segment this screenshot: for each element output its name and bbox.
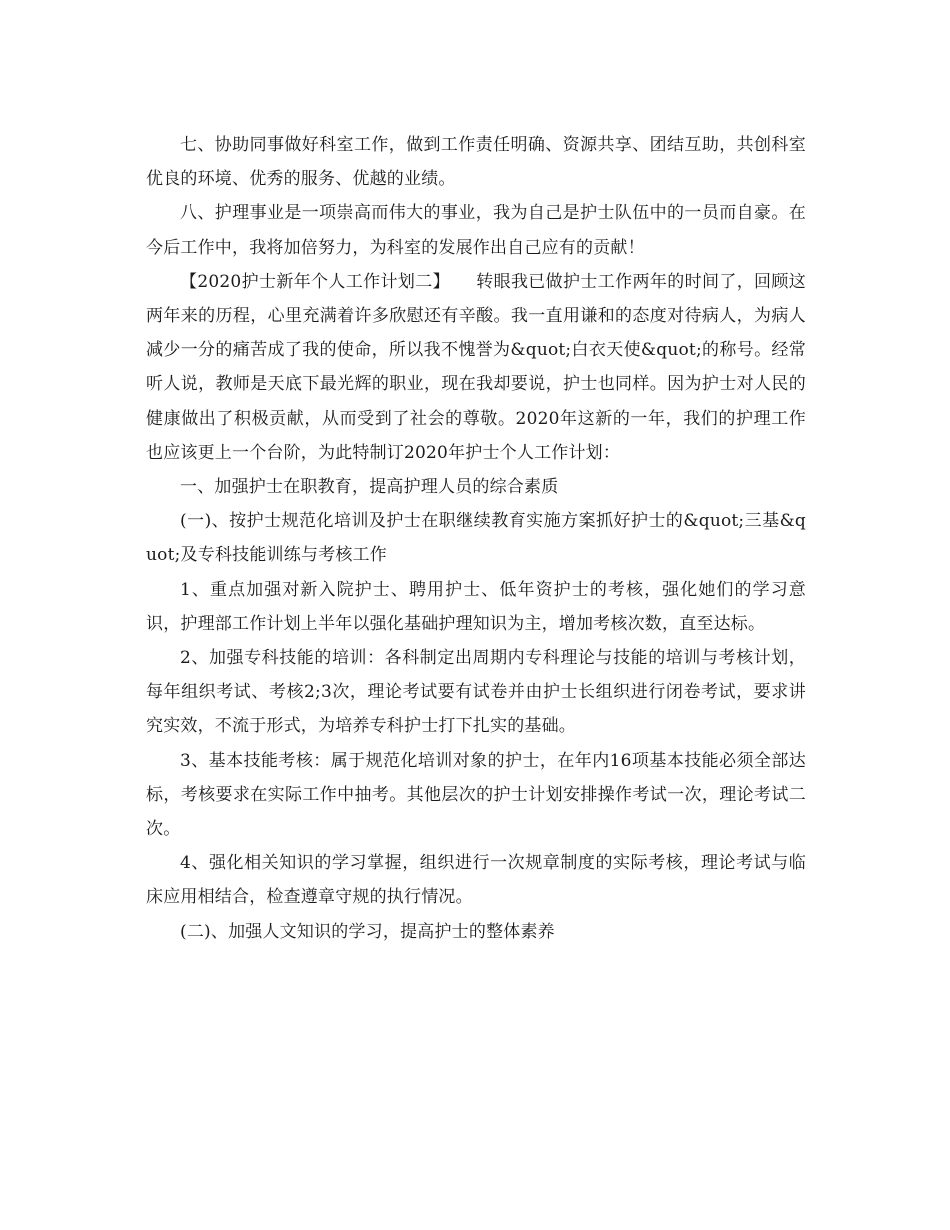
- list-item-1: 1、重点加强对新入院护士、聘用护士、低年资护士的考核，强化她们的学习意识，护理部工作计划上半年以强化基础护理知识为主，增加考核次数，直至达标。: [146, 579, 806, 634]
- paragraph-section-eight: 八、护理事业是一项崇高而伟大的事业，我为自己是护士队伍中的一员而自豪。在今后工作中，我将加倍努力，为科室的发展作出自己应有的贡献！: [146, 203, 806, 258]
- paragraph-plan-two-intro: 【2020护士新年个人工作计划二】 转眼我已做护士工作两年的时间了，回顾这两年来的历程，心里充满着许多欣慰还有辛酸。我一直用谦和的态度对待病人，为病人减少一分的痛苦成了我的使命，所以我不愧誉为&quot;白衣天使&quot;的称号。经常听人说，教师是天底下最光辉的职业，现在我却要说，护士也同样。因为护士对人民的健康做出了积极贡献，从而受到了社会的尊敬。2020年这新的一年，我们的护理工作也应该更上一个台阶，为此特制订2020年护士个人工作计划：: [146, 271, 806, 463]
- list-item-4: 4、强化相关知识的学习掌握，组织进行一次规章制度的实际考核，理论考试与临床应用相结合，检查遵章守规的执行情况。: [146, 853, 806, 908]
- list-item-2: 2、加强专科技能的培训：各科制定出周期内专科理论与技能的培训与考核计划，每年组织考试、考核2;3次，理论考试要有试卷并由护士长组织进行闭卷考试，要求讲究实效，不流于形式，为培养专科护士打下扎实的基础。: [146, 648, 806, 737]
- document-page: [146, 128, 806, 949]
- subheading-part-one: (一)、按护士规范化培训及护士在职继续教育实施方案抓好护士的&quot;三基&quot;及专科技能训练与考核工作: [146, 511, 806, 566]
- subheading-part-two: (二)、加强人文知识的学习，提高护士的整体素养: [180, 921, 555, 942]
- list-item-3: 3、基本技能考核：属于规范化培训对象的护士，在年内16项基本技能必须全部达标，考核要求在实际工作中抽考。其他层次的护士计划安排操作考试一次，理论考试二次。: [146, 750, 806, 840]
- heading-section-one: 一、加强护士在职教育，提高护理人员的综合素质: [180, 477, 559, 498]
- paragraph-section-seven: 七、协助同事做好科室工作，做到工作责任明确、资源共享、团结互助，共创科室优良的环境、优秀的服务、优越的业绩。: [146, 135, 806, 190]
